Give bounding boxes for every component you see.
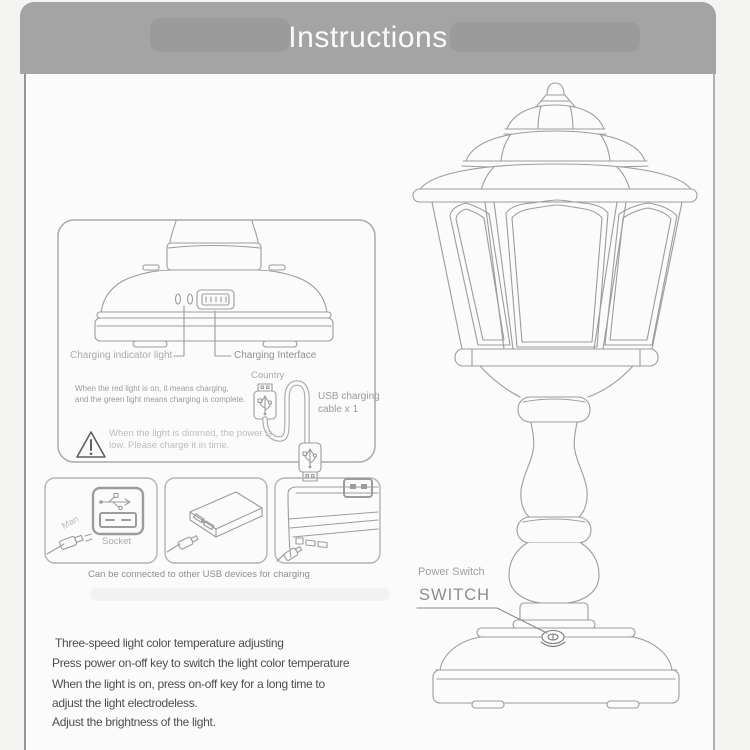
- charging-note-line2: and the green light means charging is complete.: [75, 395, 246, 404]
- page-title: Instructions: [288, 21, 448, 54]
- charging-indicator-label: Charging indicator light: [70, 350, 173, 361]
- lantern-front-window: [506, 200, 608, 347]
- instruction-line: When the light is on, press on-off key for a long time to: [52, 677, 325, 691]
- finial-tip: [547, 83, 564, 95]
- man-label: Man: [60, 513, 81, 531]
- laptop-box: [275, 478, 380, 563]
- lamp-illustration: [413, 83, 697, 708]
- socket-label: Socket: [102, 536, 132, 547]
- instruction-line: Adjust the brightness of the light.: [52, 715, 216, 729]
- cable-label-line2: cable x 1: [318, 404, 359, 415]
- instruction-line: Three-speed light color temperature adjusting: [55, 636, 284, 650]
- usb-devices-caption: Can be connected to other USB devices for charging: [88, 569, 310, 580]
- stem-ball: [509, 543, 599, 604]
- lantern-right-window: [605, 203, 677, 345]
- power-switch-label: Power Switch: [418, 566, 485, 578]
- warning-text-line2: low. Please charge it in time.: [109, 440, 230, 451]
- power-bank-icon: [190, 492, 262, 537]
- power-bank-box: [165, 478, 267, 563]
- usb-connector-icon: [299, 443, 321, 481]
- usb-a-port-icon: [100, 513, 136, 527]
- usb-plug-icon: [167, 534, 199, 552]
- switch-label: SWITCH: [419, 586, 491, 604]
- stem-baluster: [521, 422, 534, 517]
- charging-interface-label: Charging Interface: [234, 350, 317, 361]
- lantern-body: [432, 202, 682, 351]
- watermark-blob: [90, 588, 390, 601]
- cable-label-line1: USB charging: [318, 391, 380, 402]
- country-label: Country: [251, 370, 285, 381]
- instruction-line: adjust the light electrodeless.: [52, 696, 198, 710]
- usb-connector-icon: [254, 384, 276, 419]
- usb-badge-icon: [344, 479, 372, 497]
- warning-triangle-icon: [77, 432, 105, 457]
- lantern-collar: [455, 349, 658, 366]
- plug-hand-icon: [47, 534, 92, 554]
- instruction-line: Press power on-off key to switch the light color temperature: [52, 656, 350, 670]
- warning-text-line1: When the light is dimmed, the power is: [109, 428, 273, 439]
- lamp-base-plinth: [433, 670, 679, 703]
- lamp-base-diagram: [95, 221, 333, 356]
- charging-note-line1: When the red light is on, it means charging,: [75, 384, 229, 393]
- usb-trident-icon: [99, 494, 130, 510]
